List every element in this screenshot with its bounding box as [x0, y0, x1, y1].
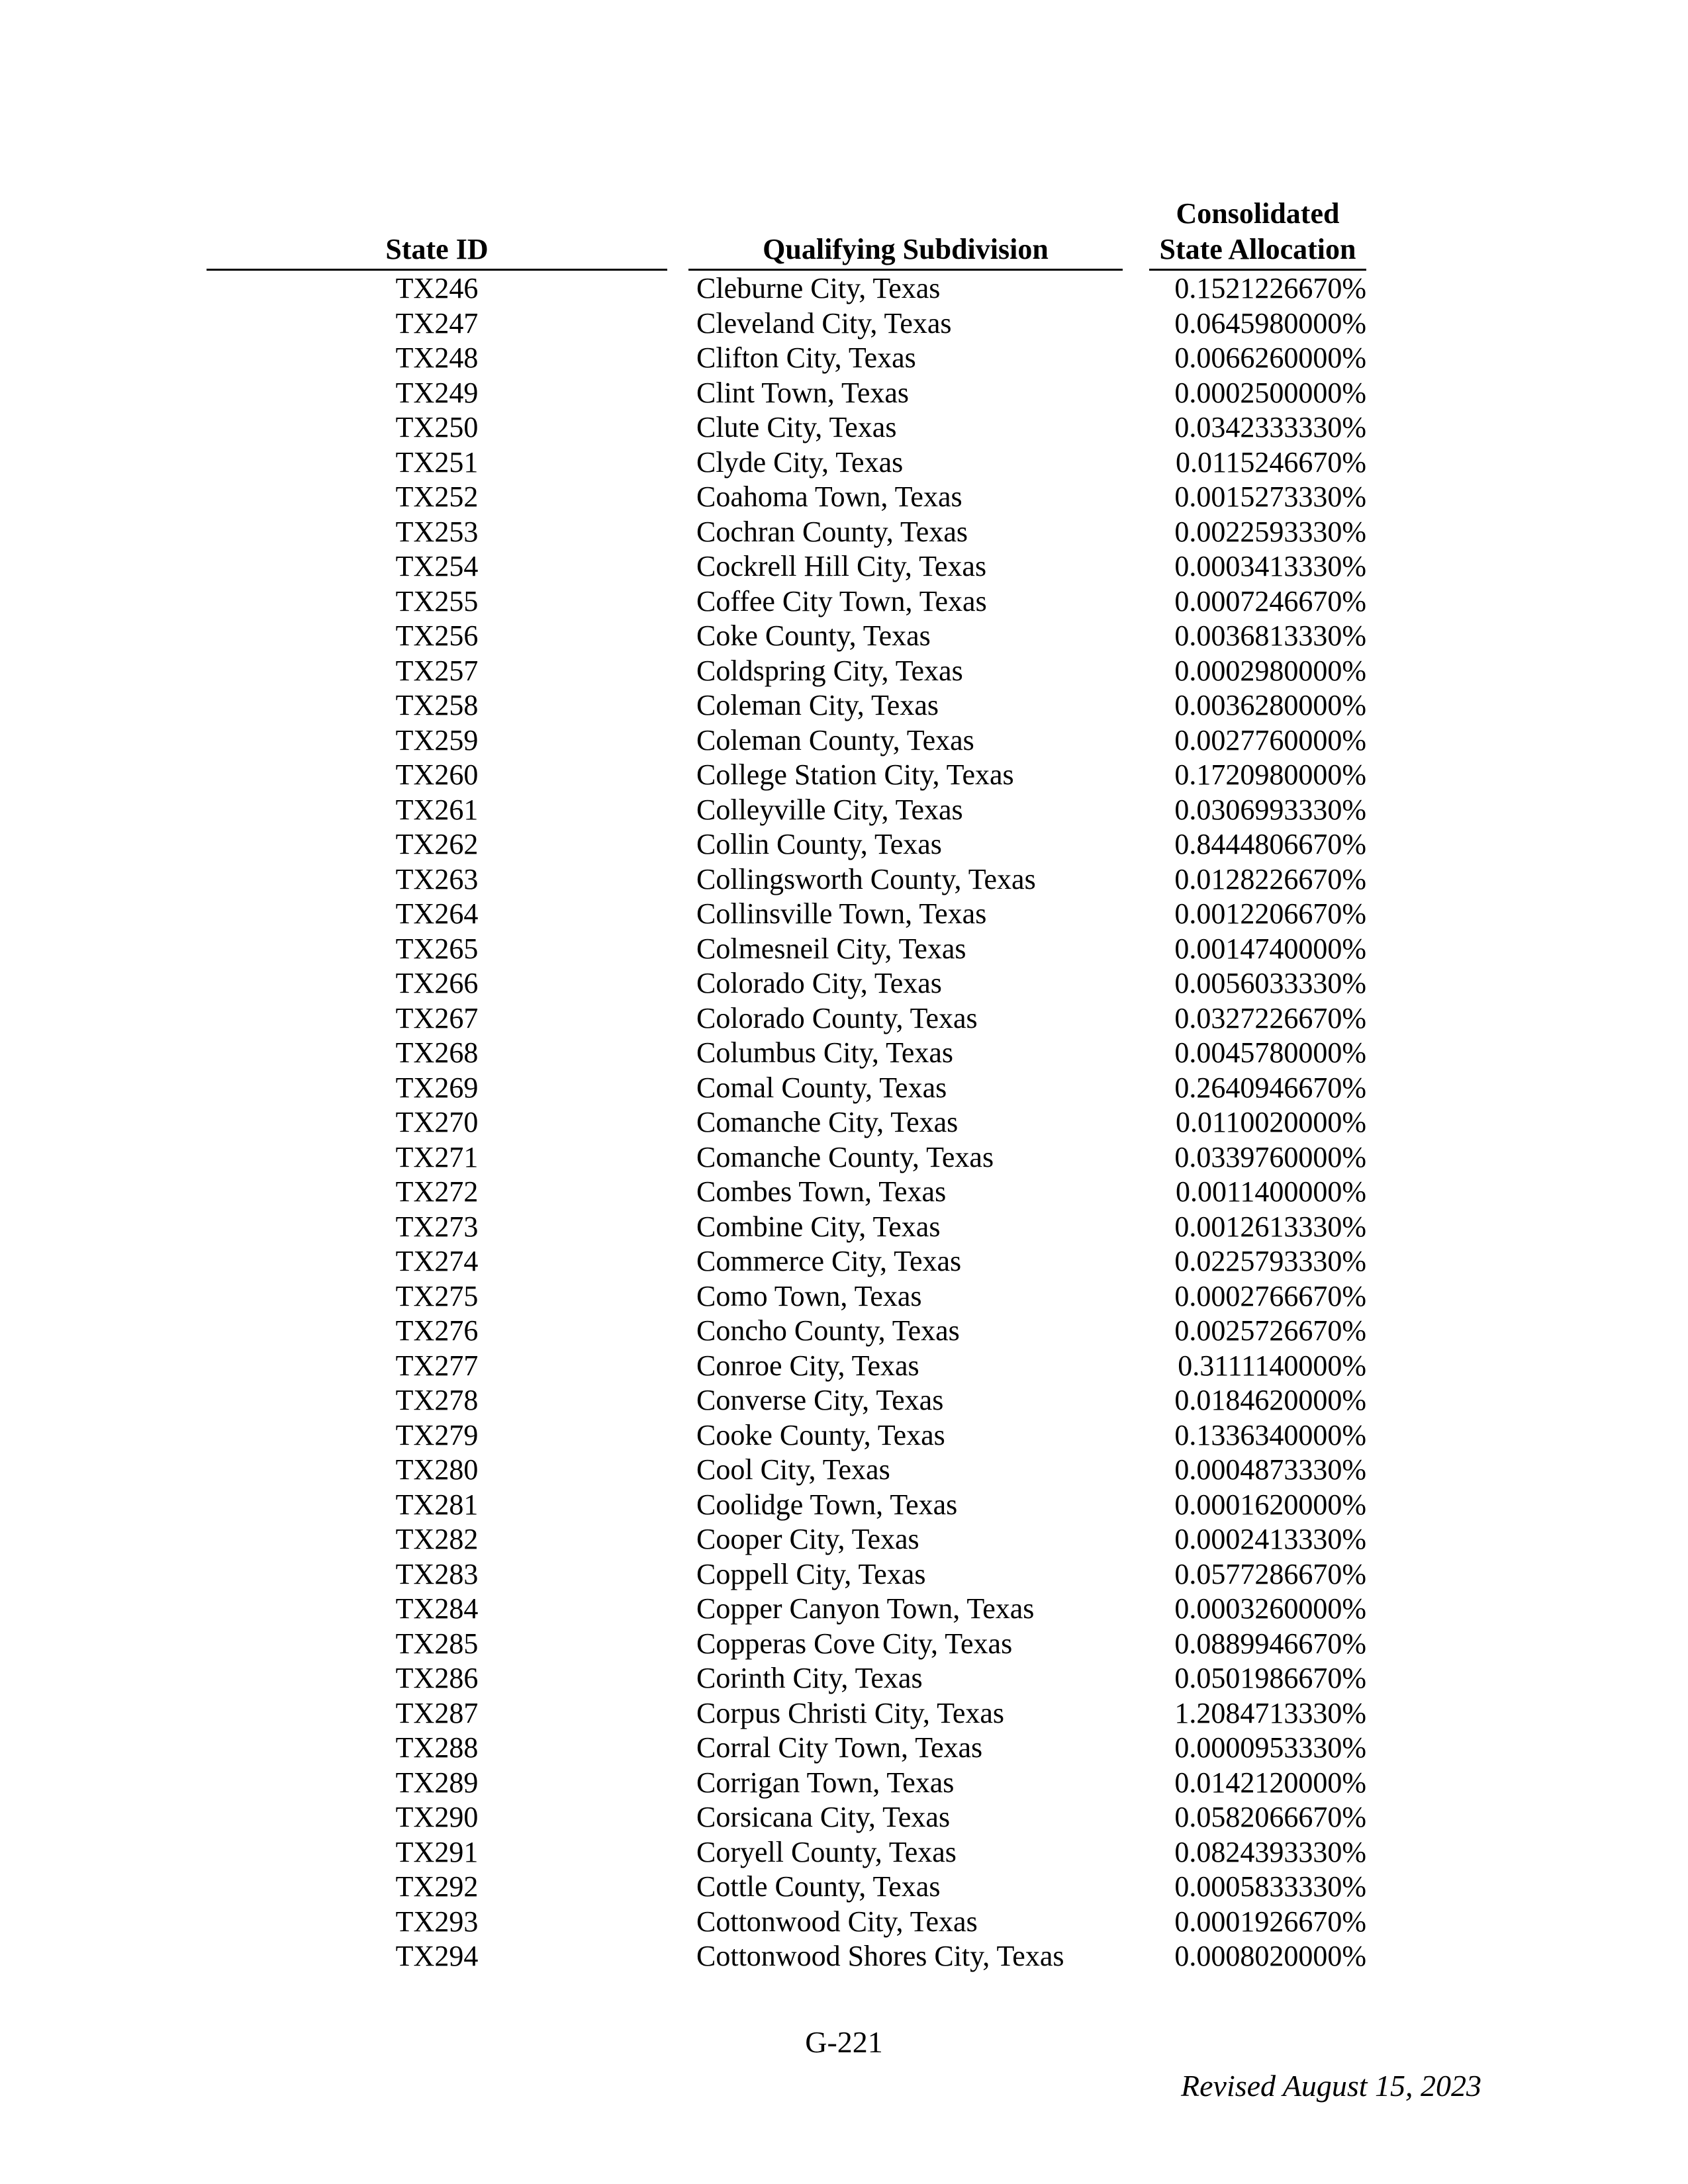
- state-id-cell: TX283: [395, 1557, 479, 1590]
- subdivision-cell: Como Town, Texas: [696, 1279, 922, 1312]
- state-id-cell: TX262: [395, 828, 479, 860]
- table-row: [0, 688, 1688, 723]
- subdivision-cell: Corpus Christi City, Texas: [696, 1696, 1005, 1729]
- allocation-cell: 0.0001926670%: [1174, 1905, 1366, 1938]
- table-row: [0, 1522, 1688, 1557]
- subdivision-cell: Coleman County, Texas: [696, 723, 974, 756]
- subdivision-cell: Clifton City, Texas: [696, 341, 916, 374]
- state-id-cell: TX251: [395, 445, 479, 478]
- table-row: [0, 1731, 1688, 1766]
- allocation-cell: 0.0012206670%: [1174, 897, 1366, 930]
- table-row: [0, 306, 1688, 341]
- table-row: [0, 1453, 1688, 1488]
- table-row: [0, 1592, 1688, 1627]
- table-row: [0, 1557, 1688, 1592]
- subdivision-cell: Clyde City, Texas: [696, 445, 904, 478]
- state-id-cell: TX284: [395, 1592, 479, 1625]
- allocation-cell: 0.0184620000%: [1174, 1384, 1366, 1416]
- state-id-underline: [207, 269, 667, 271]
- allocation-cell: 0.0014740000%: [1174, 932, 1366, 965]
- state-id-cell: TX250: [395, 411, 479, 443]
- allocation-cell: 0.0007246670%: [1174, 584, 1366, 617]
- state-id-cell: TX276: [395, 1314, 479, 1347]
- subdivision-cell: Copperas Cove City, Texas: [696, 1627, 1013, 1660]
- state-id-cell: TX263: [395, 862, 479, 895]
- state-id-cell: TX246: [395, 272, 479, 304]
- subdivision-cell: Cottonwood City, Texas: [696, 1905, 978, 1938]
- table-row: [0, 1175, 1688, 1210]
- allocation-cell: 0.8444806670%: [1174, 828, 1366, 860]
- subdivision-cell: Cool City, Texas: [696, 1453, 890, 1486]
- table-row: [0, 1071, 1688, 1106]
- revised-date: Revised August 15, 2023: [1181, 2069, 1481, 2103]
- subdivision-cell: Collingsworth County, Texas: [696, 862, 1036, 895]
- state-id-cell: TX265: [395, 932, 479, 965]
- allocation-cell: 0.0045780000%: [1174, 1036, 1366, 1069]
- allocation-cell: 0.0582066670%: [1174, 1801, 1366, 1833]
- allocation-cell: 0.3111140000%: [1178, 1349, 1366, 1382]
- allocation-cell: 0.0002500000%: [1174, 376, 1366, 409]
- state-id-cell: TX271: [395, 1140, 479, 1173]
- subdivision-cell: Cottle County, Texas: [696, 1870, 941, 1903]
- allocation-cell: 0.0002766670%: [1174, 1279, 1366, 1312]
- subdivision-cell: Corsicana City, Texas: [696, 1801, 951, 1833]
- table-row: [0, 445, 1688, 480]
- allocation-cell: 0.0036813330%: [1174, 619, 1366, 652]
- allocation-cell: 0.2640946670%: [1174, 1071, 1366, 1104]
- allocation-cell: 0.0142120000%: [1174, 1766, 1366, 1799]
- table-row: [0, 1870, 1688, 1905]
- allocation-cell: 0.0824393330%: [1174, 1835, 1366, 1868]
- allocation-cell: 0.0056033330%: [1174, 967, 1366, 999]
- table-row: [0, 480, 1688, 515]
- subdivision-cell: Collinsville Town, Texas: [696, 897, 987, 930]
- table-row: [0, 1001, 1688, 1036]
- allocation-cell: 0.0339760000%: [1174, 1140, 1366, 1173]
- state-id-cell: TX258: [395, 689, 479, 721]
- subdivision-cell: College Station City, Texas: [696, 758, 1014, 791]
- state-id-cell: TX288: [395, 1731, 479, 1764]
- allocation-cell: 0.0327226670%: [1174, 1001, 1366, 1034]
- state-id-cell: TX286: [395, 1662, 479, 1694]
- subdivision-cell: Clint Town, Texas: [696, 376, 909, 409]
- table-row: [0, 1349, 1688, 1384]
- subdivision-cell: Comanche County, Texas: [696, 1140, 994, 1173]
- subdivision-cell: Colmesneil City, Texas: [696, 932, 966, 965]
- allocation-cell: 0.0225793330%: [1174, 1245, 1366, 1277]
- allocation-cell: 0.0011400000%: [1175, 1175, 1366, 1208]
- allocation-table-body: [0, 271, 1688, 1974]
- table-row: [0, 1696, 1688, 1731]
- table-row: [0, 1418, 1688, 1453]
- subdivision-cell: Cockrell Hill City, Texas: [696, 550, 987, 582]
- table-row: [0, 1766, 1688, 1801]
- state-id-cell: TX289: [395, 1766, 479, 1799]
- subdivision-cell: Coke County, Texas: [696, 619, 931, 652]
- table-row: [0, 1105, 1688, 1140]
- table-row: [0, 376, 1688, 411]
- table-row: [0, 1036, 1688, 1071]
- state-id-cell: TX272: [395, 1175, 479, 1208]
- subdivision-cell: Corrigan Town, Texas: [696, 1766, 955, 1799]
- subdivision-cell: Corinth City, Texas: [696, 1662, 923, 1694]
- header-qualifying-subdivision: Qualifying Subdivision: [763, 233, 1049, 265]
- state-id-cell: TX257: [395, 654, 479, 687]
- table-row: [0, 410, 1688, 445]
- state-id-cell: TX255: [395, 584, 479, 617]
- subdivision-cell: Combine City, Texas: [696, 1210, 941, 1243]
- subdivision-cell: Cooke County, Texas: [696, 1418, 945, 1451]
- state-id-cell: TX294: [395, 1940, 479, 1972]
- allocation-cell: 0.0002413330%: [1174, 1523, 1366, 1555]
- state-id-cell: TX273: [395, 1210, 479, 1243]
- state-id-cell: TX290: [395, 1801, 479, 1833]
- table-row: [0, 932, 1688, 967]
- table-row: [0, 723, 1688, 758]
- subdivision-cell: Coryell County, Texas: [696, 1835, 957, 1868]
- subdivision-cell: Coahoma Town, Texas: [696, 480, 962, 513]
- table-row: [0, 1800, 1688, 1835]
- allocation-cell: 0.0002980000%: [1174, 654, 1366, 687]
- allocation-cell: 0.0110020000%: [1175, 1106, 1366, 1138]
- allocation-cell: 0.0012613330%: [1174, 1210, 1366, 1243]
- table-row: [0, 1661, 1688, 1696]
- table-row: [0, 897, 1688, 932]
- table-row: [0, 1905, 1688, 1940]
- allocation-underline: [1149, 269, 1366, 271]
- state-id-cell: TX292: [395, 1870, 479, 1903]
- state-id-cell: TX249: [395, 376, 479, 409]
- subdivision-cell: Conroe City, Texas: [696, 1349, 919, 1382]
- allocation-cell: 0.0036280000%: [1174, 689, 1366, 721]
- subdivision-cell: Comal County, Texas: [696, 1071, 947, 1104]
- state-id-cell: TX291: [395, 1835, 479, 1868]
- table-row: [0, 619, 1688, 654]
- state-id-cell: TX267: [395, 1001, 479, 1034]
- state-id-cell: TX285: [395, 1627, 479, 1660]
- subdivision-cell: Combes Town, Texas: [696, 1175, 947, 1208]
- allocation-cell: 0.1336340000%: [1174, 1418, 1366, 1451]
- allocation-cell: 0.0025726670%: [1174, 1314, 1366, 1347]
- subdivision-cell: Cochran County, Texas: [696, 515, 968, 548]
- table-row: [0, 1835, 1688, 1870]
- state-id-cell: TX268: [395, 1036, 479, 1069]
- table-row: [0, 341, 1688, 376]
- state-id-cell: TX287: [395, 1696, 479, 1729]
- table-row: [0, 862, 1688, 897]
- table-row: [0, 654, 1688, 689]
- state-id-cell: TX270: [395, 1106, 479, 1138]
- state-id-cell: TX252: [395, 480, 479, 513]
- allocation-cell: 0.0000953330%: [1174, 1731, 1366, 1764]
- allocation-cell: 0.0128226670%: [1174, 862, 1366, 895]
- table-row: [0, 1488, 1688, 1523]
- allocation-cell: 0.0066260000%: [1174, 341, 1366, 374]
- allocation-cell: 0.0027760000%: [1174, 723, 1366, 756]
- state-id-cell: TX281: [395, 1488, 479, 1521]
- subdivision-cell: Colorado County, Texas: [696, 1001, 978, 1034]
- allocation-cell: 0.0501986670%: [1174, 1662, 1366, 1694]
- subdivision-cell: Coleman City, Texas: [696, 689, 939, 721]
- allocation-cell: 1.2084713330%: [1174, 1696, 1366, 1729]
- subdivision-cell: Cleburne City, Texas: [696, 272, 941, 304]
- subdivision-cell: Colorado City, Texas: [696, 967, 942, 999]
- allocation-cell: 0.0005833330%: [1174, 1870, 1366, 1903]
- state-id-cell: TX274: [395, 1245, 479, 1277]
- state-id-cell: TX264: [395, 897, 479, 930]
- subdivision-cell: Cottonwood Shores City, Texas: [696, 1940, 1064, 1972]
- subdivision-cell: Corral City Town, Texas: [696, 1731, 983, 1764]
- subdivision-cell: Coldspring City, Texas: [696, 654, 963, 687]
- subdivision-cell: Colleyville City, Texas: [696, 793, 963, 826]
- state-id-cell: TX261: [395, 793, 479, 826]
- table-row: [0, 549, 1688, 584]
- state-id-cell: TX247: [395, 306, 479, 340]
- allocation-cell: 0.0645980000%: [1174, 306, 1366, 340]
- allocation-cell: 0.1521226670%: [1174, 272, 1366, 304]
- table-row: [0, 584, 1688, 619]
- state-id-cell: TX275: [395, 1279, 479, 1312]
- allocation-cell: 0.0003413330%: [1174, 550, 1366, 582]
- allocation-cell: 0.0008020000%: [1174, 1940, 1366, 1972]
- allocation-cell: 0.0115246670%: [1175, 445, 1366, 478]
- subdivision-cell: Converse City, Texas: [696, 1384, 944, 1416]
- subdivision-cell: Coffee City Town, Texas: [696, 584, 987, 617]
- state-id-cell: TX266: [395, 967, 479, 999]
- subdivision-cell: Concho County, Texas: [696, 1314, 960, 1347]
- state-id-cell: TX280: [395, 1453, 479, 1486]
- allocation-cell: 0.0889946670%: [1174, 1627, 1366, 1660]
- state-id-cell: TX277: [395, 1349, 479, 1382]
- state-id-cell: TX278: [395, 1384, 479, 1416]
- subdivision-cell: Collin County, Texas: [696, 828, 942, 860]
- table-row: [0, 1279, 1688, 1314]
- subdivision-cell: Coolidge Town, Texas: [696, 1488, 958, 1521]
- table-row: [0, 1140, 1688, 1175]
- state-id-cell: TX269: [395, 1071, 479, 1104]
- table-row: [0, 827, 1688, 862]
- state-id-cell: TX256: [395, 619, 479, 652]
- header-state-allocation: [1149, 196, 1366, 267]
- table-row: [0, 1627, 1688, 1662]
- state-id-cell: TX259: [395, 723, 479, 756]
- allocation-cell: 0.0015273330%: [1174, 480, 1366, 513]
- subdivision-cell: Commerce City, Texas: [696, 1245, 962, 1277]
- header-state-id: State ID: [385, 233, 489, 265]
- state-id-cell: TX260: [395, 758, 479, 791]
- state-id-cell: TX253: [395, 515, 479, 548]
- subdivision-cell: Comanche City, Texas: [696, 1106, 959, 1138]
- subdivision-cell: Cooper City, Texas: [696, 1523, 919, 1555]
- header-allocation-line2: State Allocation: [1159, 233, 1356, 265]
- header-allocation-line1: Consolidated: [1176, 197, 1340, 230]
- table-row: [0, 1210, 1688, 1245]
- table-row: [0, 1383, 1688, 1418]
- table-row: [0, 1314, 1688, 1349]
- state-id-cell: TX279: [395, 1418, 479, 1451]
- allocation-cell: 0.0003260000%: [1174, 1592, 1366, 1625]
- table-row: [0, 793, 1688, 828]
- table-row: [0, 515, 1688, 550]
- subdivision-cell: Copper Canyon Town, Texas: [696, 1592, 1035, 1625]
- state-id-cell: TX254: [395, 550, 479, 582]
- state-id-cell: TX248: [395, 341, 479, 374]
- allocation-cell: 0.0577286670%: [1174, 1557, 1366, 1590]
- state-id-cell: TX282: [395, 1523, 479, 1555]
- subdivision-cell: Columbus City, Texas: [696, 1036, 954, 1069]
- allocation-cell: 0.0001620000%: [1174, 1488, 1366, 1521]
- table-row: [0, 1244, 1688, 1279]
- subdivision-cell: Coppell City, Texas: [696, 1557, 926, 1590]
- allocation-cell: 0.1720980000%: [1174, 758, 1366, 791]
- allocation-cell: 0.0306993330%: [1174, 793, 1366, 826]
- table-row: [0, 966, 1688, 1001]
- subdivision-cell: Clute City, Texas: [696, 411, 897, 443]
- page-number: G-221: [805, 2025, 883, 2059]
- subdivision-cell: Cleveland City, Texas: [696, 306, 952, 340]
- allocation-cell: 0.0342333330%: [1174, 411, 1366, 443]
- table-row: [0, 758, 1688, 793]
- state-id-cell: TX293: [395, 1905, 479, 1938]
- subdivision-underline: [688, 269, 1123, 271]
- allocation-cell: 0.0022593330%: [1174, 515, 1366, 548]
- allocation-cell: 0.0004873330%: [1174, 1453, 1366, 1486]
- table-row: [0, 1939, 1688, 1974]
- table-row: [0, 271, 1688, 306]
